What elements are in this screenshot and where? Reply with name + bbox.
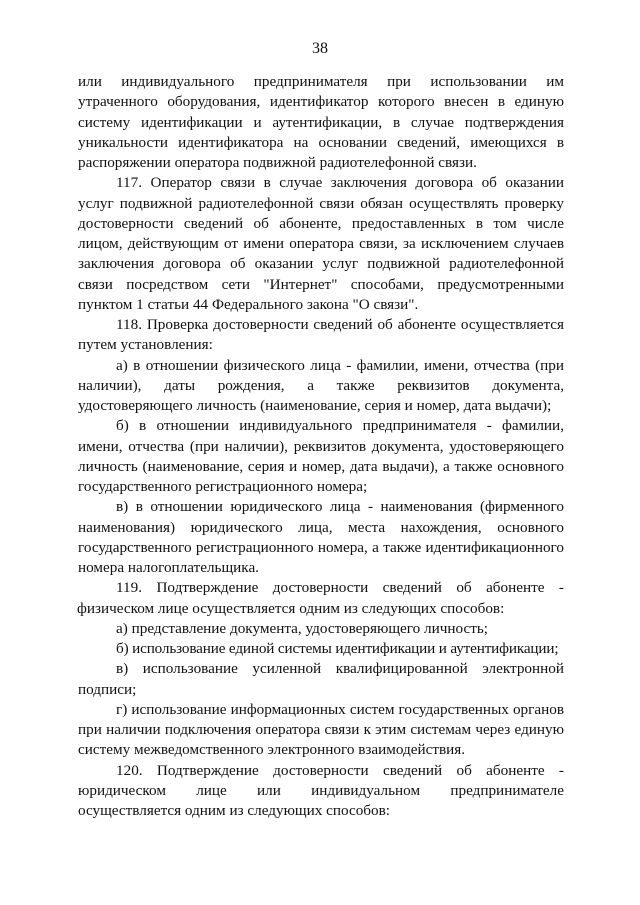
paragraph-119-a: а) представление документа, удостоверяющего личность; (116, 619, 488, 637)
paragraph-119-b: б) использование единой системы идентификации и аутентификации; (116, 640, 559, 657)
paragraph-120: 120. Подтверждение достоверности сведений об абоненте - юридическом лице или индивидуальном предпринимателе осуществляется одним из следующих способов: (78, 761, 564, 819)
paragraph-119-d: г) использование информационных систем государственных органов при наличии подключения оператора связи к этим системам через единую систему межведомственного электронного взаимодействия. (78, 700, 564, 759)
paragraph-118: 118. Проверка достоверности сведений об абоненте осуществляется путем установления: (78, 316, 564, 354)
paragraph-119-continuation: физическом лице осуществляется одним из следующих способов: (77, 599, 505, 617)
paragraph-118-a: а) в отношении физического лица - фамилии, имени, отчества (при наличии), даты рождения, а также реквизитов документа, удостоверяющего личность (наименование, серия и номер, дата выдачи); (78, 356, 564, 414)
paragraph-continuation: или индивидуального предпринимателя при использовании им утраченного оборудования, идентификатор которого внесен в единую систему идентификации и аутентификации, в случае подтверждения уникальности идентификатора на основании сведений, имеющихся в распоряжении оператора подвижной радиотелефонной связи. (78, 73, 564, 171)
paragraph-118-c: в) в отношении юридического лица - наименования (фирменного наименования) юридического лица, места нахождения, основного государственного регистрационного номера, а также идентификационного номера налогоплательщика. (78, 498, 564, 576)
document-body (78, 72, 564, 821)
paragraph-119-c: в) использование усиленной квалифицированной электронной подписи; (78, 660, 564, 698)
page-number: 38 (312, 40, 328, 57)
paragraph-119: 119. Подтверждение достоверности сведений об абоненте - (116, 579, 564, 597)
paragraph-118-b: б) в отношении индивидуального предпринимателя - фамилии, имени, отчества (при наличии), реквизитов документа, удостоверяющего личность (наименование, серия и номер, дата выдачи), а также основного государственного регистрационного номера; (78, 417, 564, 495)
paragraph-117: 117. Оператор связи в случае заключения договора об оказании услуг подвижной радиотелефонной связи обязан осуществлять проверку достоверности сведений об абоненте, предоставленных в том числе лицом, действующим от имени оператора связи, за исключением случаев заключения договора об оказании услуг подвижной радиотелефонной связи посредством сети "Интернет" способами, предусмотренными пунктом 1 статьи 44 Федерального закона "О связи". (78, 174, 564, 313)
